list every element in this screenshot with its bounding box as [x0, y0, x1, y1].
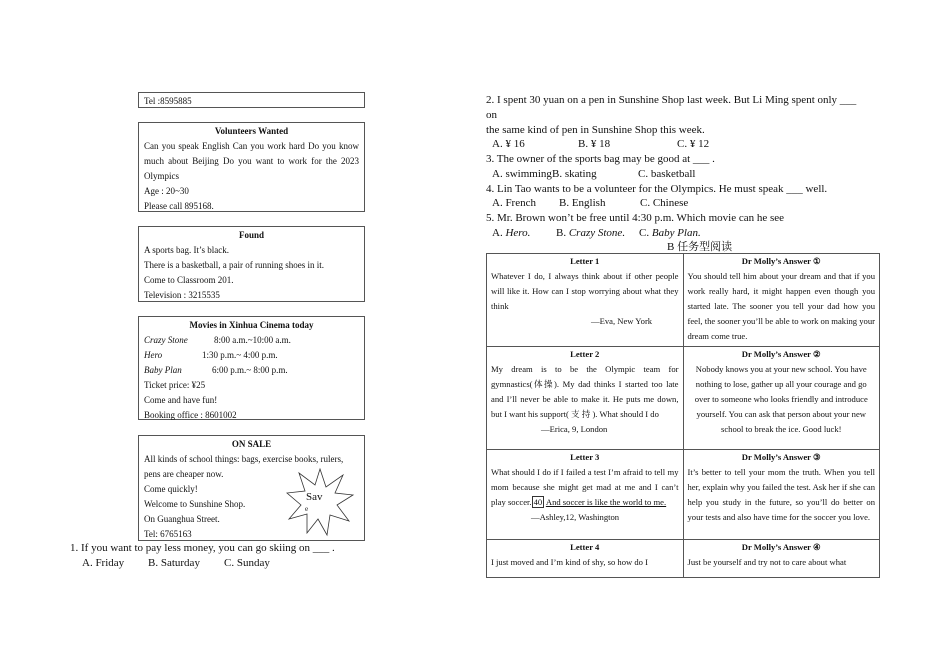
volunteers-title: Volunteers Wanted [214, 126, 289, 136]
option-c: C. basketball [638, 168, 696, 180]
answer-cell [683, 450, 880, 540]
letter-title: Letter 2 [570, 349, 600, 359]
letter-body: What should I do if I failed a test I’m afraid to tell my mom because she might get mad at me and I can’t play soccer. [491, 467, 679, 507]
letter-signature: —Ashley,12, Washington [531, 512, 620, 522]
movie-row [144, 363, 359, 378]
option-b: B. skating [552, 168, 597, 180]
letter-signature: —Eva, New York [591, 316, 653, 326]
table-row [487, 450, 880, 540]
found-line: Come to Classroom 201. [144, 275, 234, 285]
option-a-text: Hero. [505, 227, 531, 239]
sale-body: All kinds of school things: bags, exercise books, rulers, pens are cheaper now. [144, 454, 344, 479]
movies-come: Come and have fun! [144, 395, 218, 405]
movie-time: 8:00 a.m.~10:00 a.m. [214, 335, 291, 345]
option-b-text: Crazy Stone. [568, 227, 626, 239]
movies-booking: Booking office : 8601002 [144, 410, 237, 420]
letter-body: My dream is to be the Olympic team for gymnastics(体操). My dad thinks I started too late and I’ll never be able to make it. He puts me down, but I want his support( 支 持 ). What should I do [491, 364, 679, 419]
movie-row [144, 333, 359, 348]
answer-body: It’s better to tell your mom the truth. When you tell her, explain why you failed the test. Ask her if she can help you study in the future, so you’ll do better on your tests and also have time for the soccer you love. [687, 467, 875, 522]
answer-cell [683, 254, 880, 347]
question-3-options [492, 167, 695, 182]
option-c-letter: C. [639, 227, 650, 239]
sale-welcome: Welcome to Sunshine Shop. [144, 499, 246, 509]
option-b [556, 226, 639, 241]
sale-tel: Tel: 6765163 [144, 529, 192, 539]
save-text-small: e [305, 505, 309, 513]
tel-box [138, 92, 365, 108]
option-b: B. Saturday [148, 557, 200, 569]
letter-body-wrapper [491, 465, 679, 510]
letter-title: Letter 3 [570, 452, 600, 462]
movie-name: Baby Plan [144, 365, 182, 375]
question-2-line2: on [486, 109, 497, 121]
table-row [487, 254, 880, 347]
found-line: A sports bag. It’s black. [144, 245, 229, 255]
tel-text: Tel :8595885 [144, 96, 192, 106]
option-c-text: Baby Plan. [651, 227, 701, 239]
save-text: Sav [306, 491, 323, 503]
volunteers-box [138, 122, 365, 212]
movie-time: 6:00 p.m.~ 8:00 p.m. [212, 365, 288, 375]
movie-name: Crazy Stone [144, 335, 188, 345]
volunteers-call: Please call 895168. [144, 201, 214, 211]
underlined-sentence: And soccer is like the world to me. [545, 497, 667, 507]
sale-come: Come quickly! [144, 484, 198, 494]
question-1-options [82, 556, 270, 571]
answer-title: Dr Molly’s Answer ① [741, 256, 821, 266]
volunteers-age: Age : 20~30 [144, 186, 189, 196]
letter-cell [487, 450, 684, 540]
movies-title: Movies in Xinhua Cinema today [189, 320, 314, 330]
question-2-line1: 2. I spent 30 yuan on a pen in Sunshine Shop last week. But Li Ming spent only ___ [486, 94, 857, 106]
movies-box [138, 316, 365, 420]
found-title: Found [238, 230, 264, 240]
answer-title: Dr Molly’s Answer ④ [741, 542, 821, 552]
movies-price: Ticket price: ¥25 [144, 380, 206, 390]
option-a [492, 226, 556, 241]
option-c [639, 226, 701, 241]
movie-name: Hero [144, 350, 163, 360]
volunteers-body: Can you speak English Can you work hard Do you know much about Beijing Do you want to work for the 2023 Olympics [144, 141, 359, 181]
table-row [487, 540, 880, 578]
letter-title: Letter 1 [570, 256, 600, 266]
option-a: A. French [492, 197, 536, 209]
question-4: 4. Lin Tao wants to be a volunteer for the Olympics. He must speak ___ well. [486, 183, 828, 195]
found-line: Television : 3215535 [144, 290, 220, 300]
movie-row [144, 348, 359, 363]
movie-time: 1:30 p.m.~ 4:00 p.m. [202, 350, 278, 360]
table-row [487, 347, 880, 450]
question-5: 5. Mr. Brown won’t be free until 4:30 p.m. Which movie can he see [486, 212, 785, 224]
answer-cell [683, 540, 880, 578]
question-2-options [492, 137, 709, 152]
answer-body: Just be yourself and try not to care about what [687, 557, 847, 567]
save-starburst [285, 467, 355, 537]
letter-cell [487, 540, 684, 578]
answer-body: Nobody knows you at your new school. You have nothing to lose, gather up all your courage and go over to someone who looks friendly and introduce yourself. You can ask that person about your new school to break the ice. Good luck! [694, 364, 868, 434]
found-box [138, 226, 365, 302]
question-1: 1. If you want to pay less money, you can go skiing on ___ . [70, 542, 335, 554]
letter-title: Letter 4 [570, 542, 600, 552]
question-2-line3: the same kind of pen in Sunshine Shop this week. [486, 124, 705, 136]
option-c: C. Chinese [640, 197, 689, 209]
answer-body: You should tell him about your dream and that if you work really hard, it might happen even though you started late. The sooner you tell your dad how you feel, the sooner you’ll be able to work on making your dream come true. [687, 271, 875, 341]
letter-body: I just moved and I’m kind of shy, so how do I [491, 557, 648, 567]
option-a: A. swimming [492, 168, 552, 180]
question-3: 3. The owner of the sports bag may be good at ___ . [486, 153, 715, 165]
option-b: B. ¥ 18 [578, 138, 611, 150]
section-b-heading: B 任务型阅读 [667, 241, 733, 253]
answer-title: Dr Molly’s Answer ② [741, 349, 821, 359]
found-line: There is a basketball, a pair of running shoes in it. [144, 260, 324, 270]
blank-number-box: 40 [533, 497, 543, 507]
option-c: C. Sunday [224, 557, 270, 569]
letter-signature: —Erica, 9, London [541, 424, 608, 434]
letter-cell [487, 254, 684, 347]
sale-title: ON SALE [231, 439, 272, 449]
option-c: C. ¥ 12 [677, 138, 710, 150]
option-a: A. Friday [82, 557, 125, 569]
sale-street: On Guanghua Street. [144, 514, 220, 524]
answer-cell [683, 347, 880, 450]
letter-body: Whatever I do, I always think about if other people will like it. How can I stop worrying about what they think [491, 271, 679, 311]
option-a: A. ¥ 16 [492, 138, 525, 150]
option-a-letter: A. [492, 227, 503, 239]
option-b: B. English [559, 197, 606, 209]
answer-title: Dr Molly’s Answer ③ [741, 452, 821, 462]
question-5-options [492, 226, 701, 241]
question-4-options [492, 196, 688, 211]
letters-table [486, 253, 880, 578]
letter-cell [487, 347, 684, 450]
option-b-letter: B. [556, 227, 567, 239]
